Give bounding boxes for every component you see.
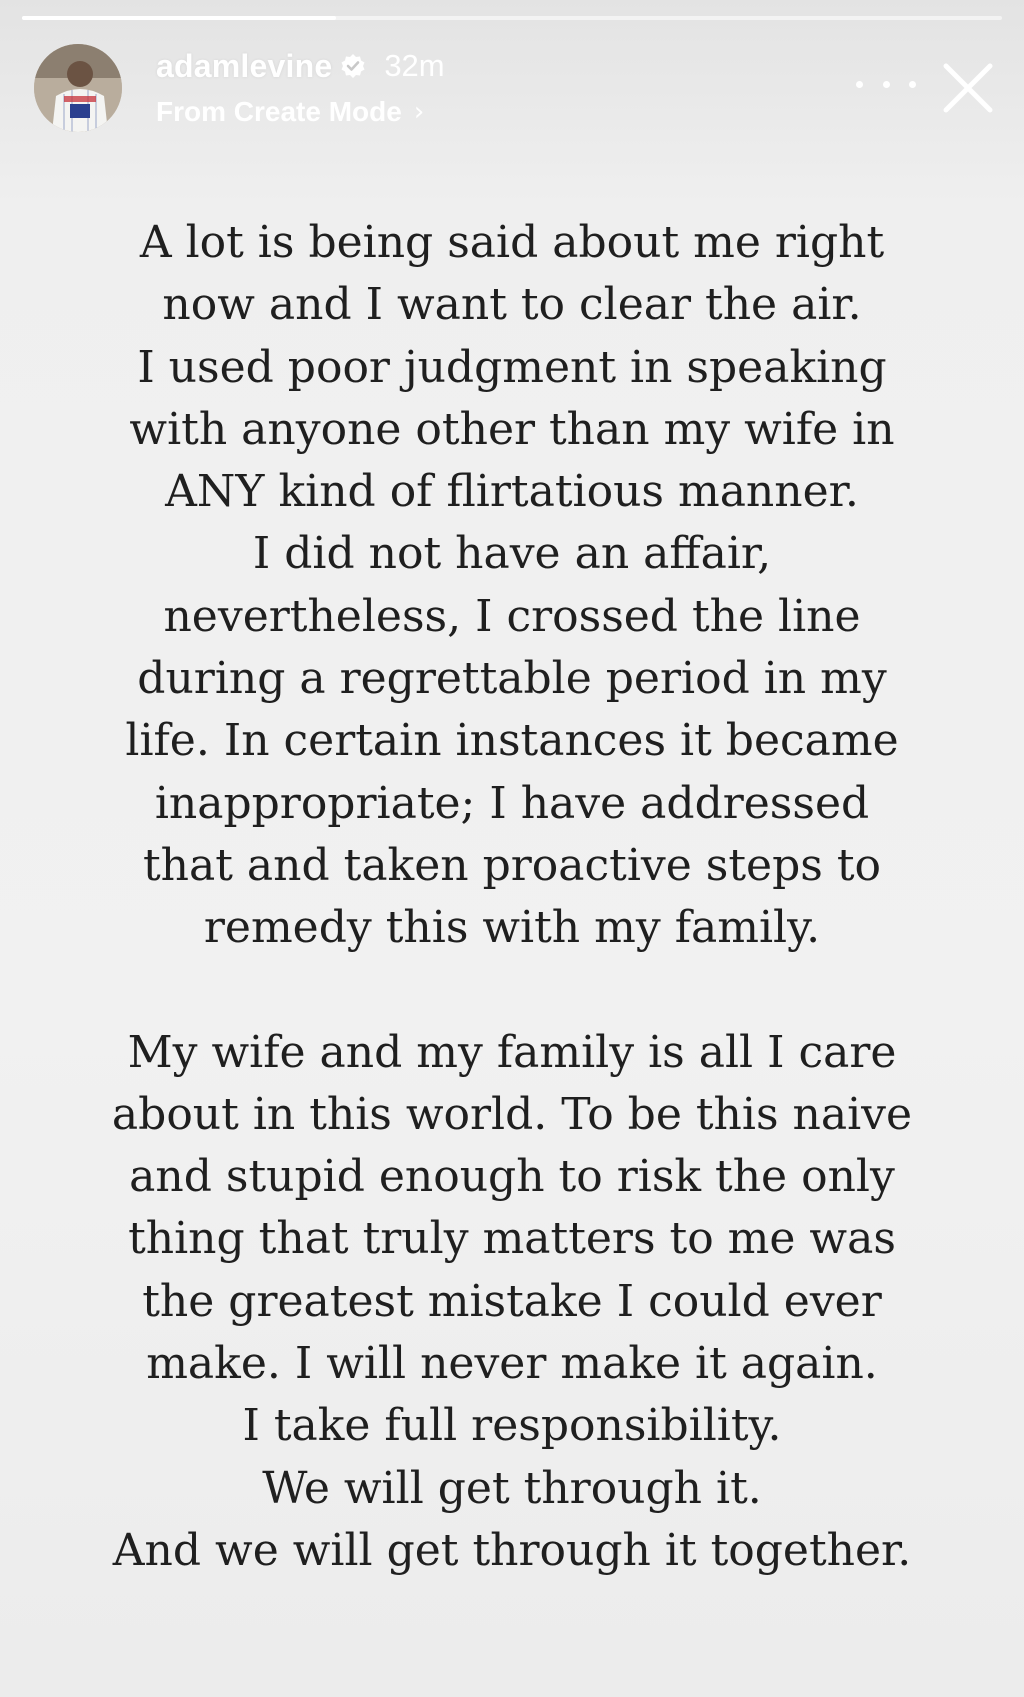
message-line: the greatest mistake I could ever bbox=[142, 1275, 882, 1327]
story-progress-fill bbox=[22, 16, 336, 20]
story-header bbox=[34, 44, 1000, 134]
message-line: I used poor judgment in speaking bbox=[137, 341, 887, 393]
close-icon bbox=[938, 58, 998, 118]
source-link[interactable] bbox=[156, 96, 445, 128]
message-line: and stupid enough to risk the only bbox=[129, 1151, 895, 1203]
message-paragraph-1 bbox=[60, 212, 964, 960]
user-info bbox=[156, 46, 445, 128]
message-line: life. In certain instances it became bbox=[125, 715, 899, 767]
message-line: remedy this with my family. bbox=[203, 902, 821, 954]
message-line: thing that truly matters to me was bbox=[128, 1213, 896, 1265]
more-dots-icon bbox=[856, 81, 863, 88]
message-line: inappropriate; I have addressed bbox=[154, 777, 870, 829]
message-line: ANY kind of flirtatious manner. bbox=[165, 466, 859, 518]
message-line: We will get through it. bbox=[262, 1462, 762, 1514]
message-line: nevertheless, I crossed the line bbox=[163, 590, 861, 642]
message-line: And we will get through it together. bbox=[112, 1524, 912, 1576]
message-line: I take full responsibility. bbox=[242, 1400, 782, 1452]
story-progress-bar bbox=[22, 16, 1002, 20]
story-message bbox=[60, 212, 964, 1582]
user-row bbox=[156, 46, 445, 86]
post-time: 32m bbox=[384, 48, 445, 83]
verified-badge-icon bbox=[340, 53, 366, 79]
chevron-right-icon: › bbox=[413, 97, 425, 127]
message-line: during a regrettable period in my bbox=[137, 653, 887, 705]
message-paragraph-2 bbox=[60, 1022, 964, 1583]
close-button[interactable] bbox=[938, 58, 998, 118]
source-label: From Create Mode bbox=[156, 96, 402, 127]
message-line: My wife and my family is all I care bbox=[127, 1026, 897, 1078]
paragraph-gap bbox=[60, 960, 964, 1022]
avatar[interactable] bbox=[34, 44, 122, 132]
message-line: about in this world. To be this naive bbox=[111, 1088, 913, 1140]
more-dots-icon bbox=[883, 81, 890, 88]
message-line: now and I want to clear the air. bbox=[162, 279, 862, 331]
message-line: I did not have an affair, bbox=[252, 528, 772, 580]
username-link[interactable]: adamlevine bbox=[156, 47, 333, 84]
avatar-photo bbox=[34, 44, 122, 132]
more-options-button[interactable] bbox=[856, 74, 916, 94]
message-line: that and taken proactive steps to bbox=[143, 839, 881, 891]
message-line: A lot is being said about me right bbox=[139, 217, 885, 268]
more-dots-icon bbox=[909, 81, 916, 88]
message-line: with anyone other than my wife in bbox=[129, 403, 895, 455]
message-line: make. I will never make it again. bbox=[146, 1338, 878, 1390]
